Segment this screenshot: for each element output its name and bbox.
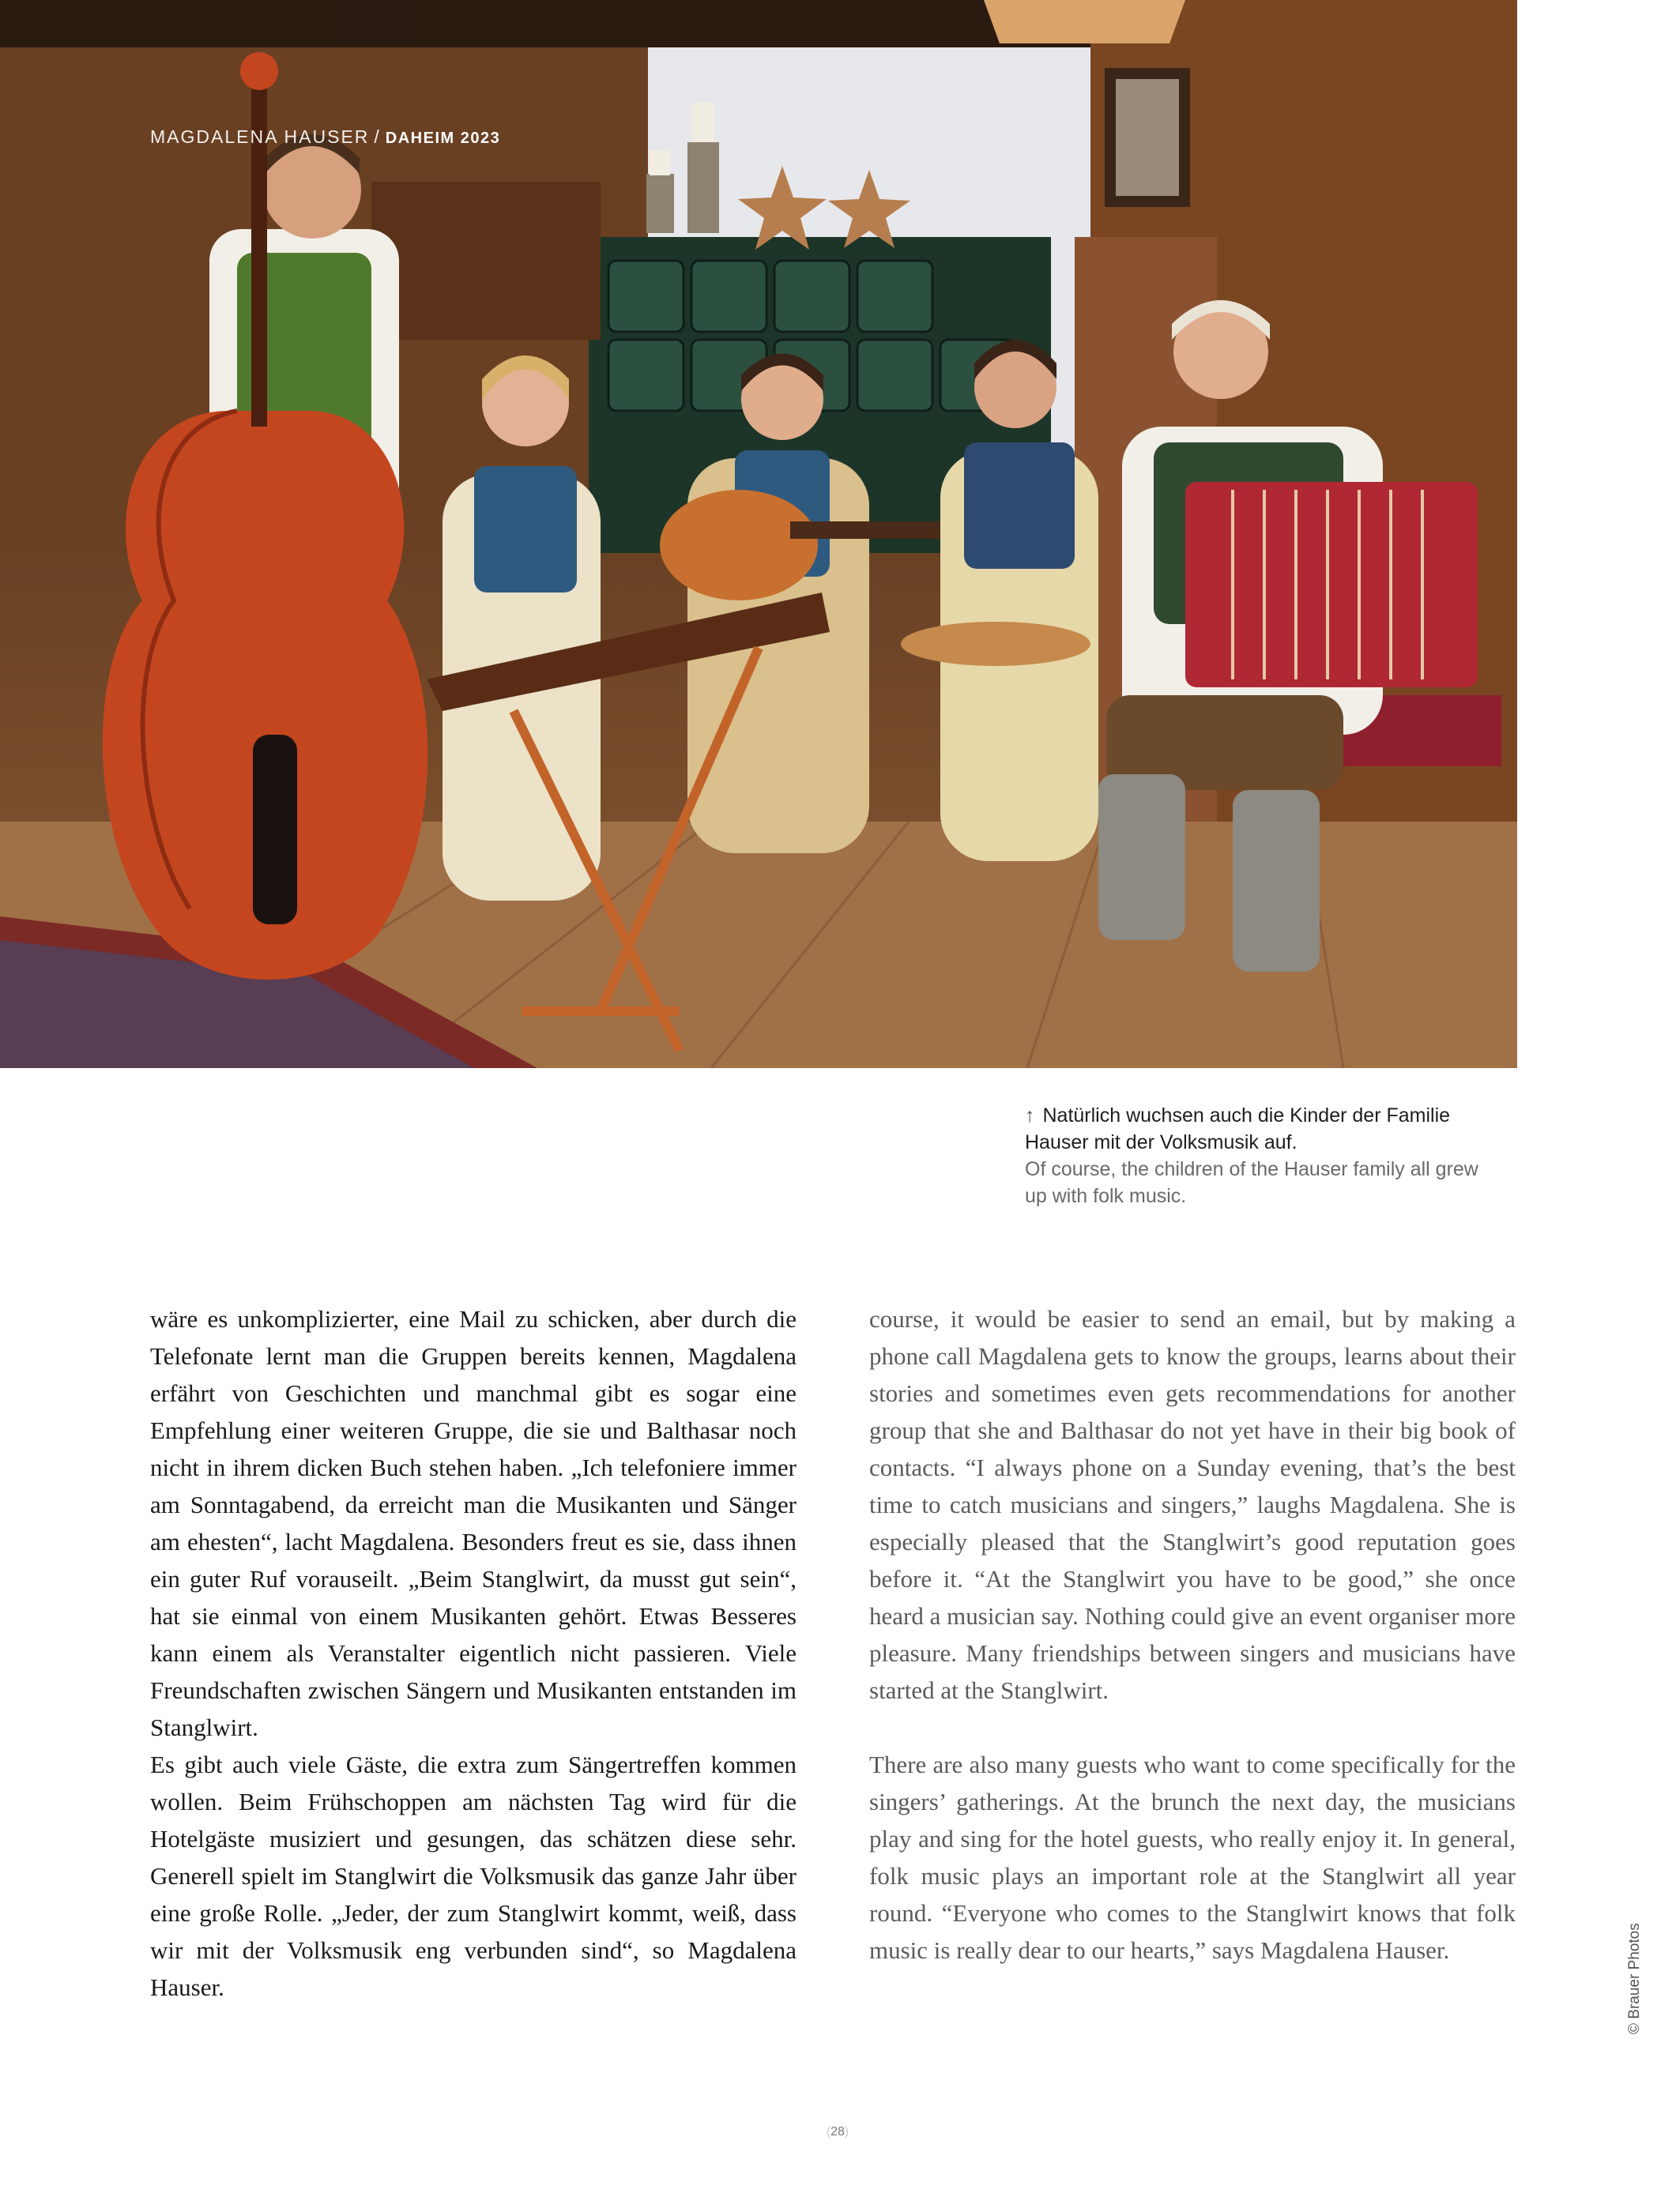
caption-english: Of course, the children of the Hauser family all grew up with folk music.: [1025, 1158, 1478, 1207]
article-column-german: [150, 1300, 797, 2006]
english-paragraph: There are also many guests who want to come specifically for the singers’ gatherings. At the brunch the next day, the musicians play and sing for the hotel guests, who really enjoy it. In general, folk music plays an important role at the Stanglwirt all year round. “Everyone who comes to the Stanglwirt knows that folk music is really dear to our hearts,” says Magdalena Hauser.: [869, 1751, 1516, 1964]
page-number-value: 28: [830, 2125, 845, 2139]
photo-credit: © Brauer Photos: [1626, 1923, 1643, 2034]
page-number: [814, 2125, 861, 2139]
running-head: [150, 126, 500, 148]
hero-photo: [0, 0, 1517, 1068]
photo-caption: [1025, 1102, 1499, 1209]
german-paragraph: Es gibt auch viele Gäste, die extra zum Sängertreffen kommen wollen. Beim Frühschoppen am nächsten Tag wird für die Hotelgäste musiziert und gesungen, das schätzen diese sehr. Generell spielt im Stanglwirt die Volksmusik das ganze Jahr über eine große Rolle. „Jeder, der zum Stanglwirt kommt, weiß, dass wir mit der Volksmusik eng verbunden sind“, so Magdalena Hauser.: [150, 1751, 797, 2001]
running-head-author: MAGDALENA HAUSER: [150, 126, 370, 147]
photo-illustration: [0, 0, 1517, 1068]
running-head-separator: /: [374, 126, 381, 147]
page-bracket-left: (: [826, 2125, 831, 2139]
caption-german: Natürlich wuchsen auch die Kinder der Familie Hauser mit der Volksmusik auf.: [1025, 1104, 1451, 1153]
running-head-publication: DAHEIM 2023: [385, 130, 501, 147]
german-paragraph: wäre es unkomplizierter, eine Mail zu schicken, aber durch die Telefonate lernt man die Gruppen bereits kennen, Magdalena erfährt von Geschichten und manchmal gibt es sogar eine Empfehlung einer weiteren Gruppe, die sie und Balthasar noch nicht in ihrem dicken Buch stehen haben. „Ich telefoniere immer am Sonntagabend, da erreicht man die Musikanten und Sänger am ehesten“, lacht Magdalena. Besonders freut es sie, dass ihnen ein guter Ruf vorauseilt. „Beim Stanglwirt, da musst gut sein“, hat sie einmal von einem Musikanten gehört. Etwas Besseres kann einem als Veranstalter eigentlich nicht passieren. Viele Freundschaften zwischen Sängern und Musikanten entstanden im Stanglwirt.: [150, 1305, 797, 1741]
arrow-up-icon: ↑: [1025, 1104, 1035, 1127]
article-column-english: [869, 1300, 1516, 1969]
english-paragraph: course, it would be easier to send an email, but by making a phone call Magdalena gets to know the groups, learns about their stories and sometimes even gets recommendations for another group that she and Balthasar do not yet have in their big book of contacts. “I always phone on a Sunday evening, that’s the best time to catch musicians and singers,” laughs Magdalena. She is especially pleased that the Stanglwirt’s good reputation goes before it. “At the Stanglwirt you have to be good,” she once heard a musician say. Nothing could give an event organiser more pleasure. Many friendships between singers and musicians have started at the Stanglwirt.: [869, 1305, 1516, 1704]
page-bracket-right: ): [844, 2125, 849, 2139]
